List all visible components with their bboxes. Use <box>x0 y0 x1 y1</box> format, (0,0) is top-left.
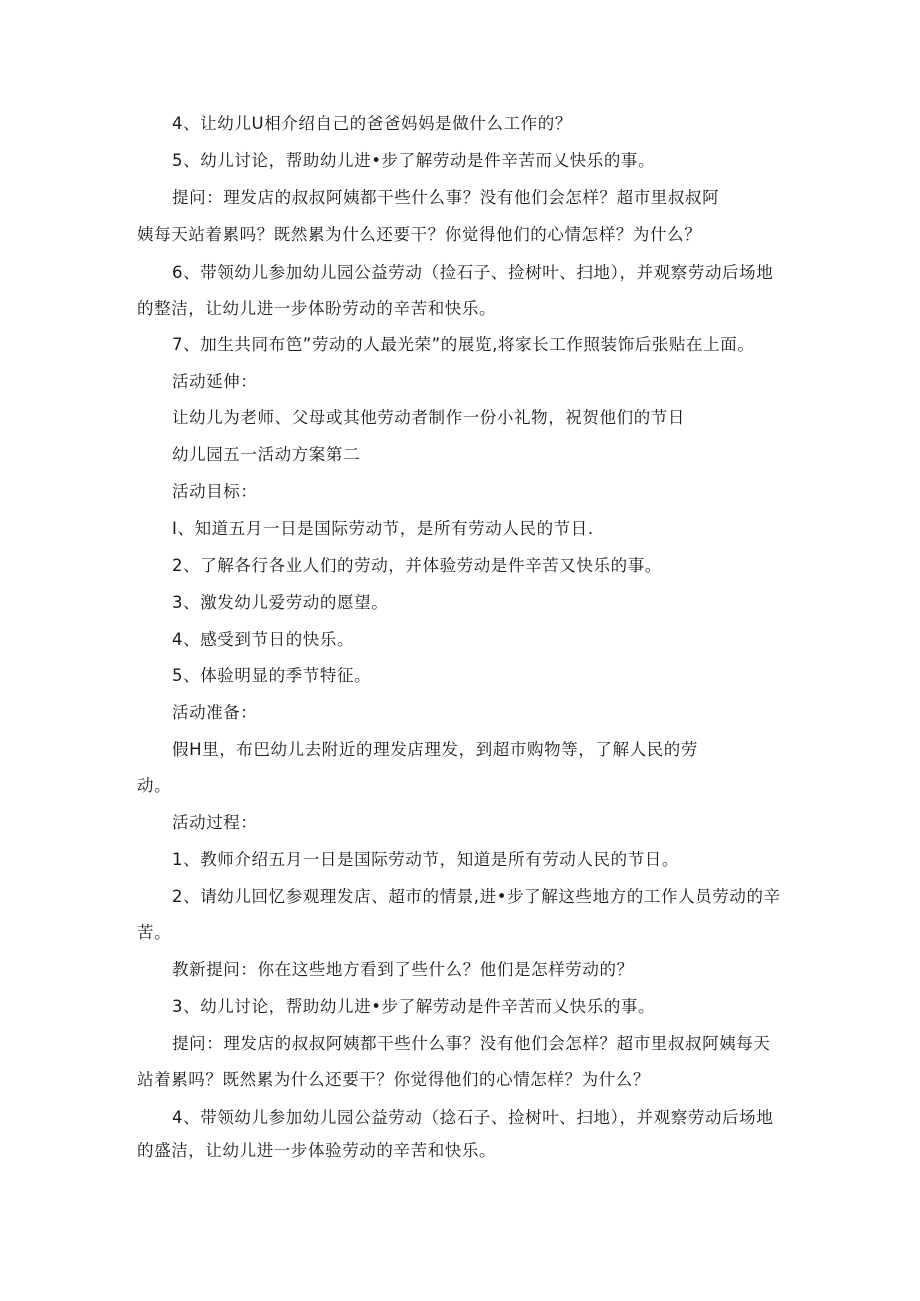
text-line: 苦。 <box>137 923 172 942</box>
text-line: 2、请幼儿回忆参观理发店、超市的情景,进•步了解这些地方的工作人员劳动的辛 <box>172 887 781 906</box>
text-line: I、知道五月一日是国际劳动节，是所有劳动人民的节日. <box>172 519 594 538</box>
text-line: 提问：理发店的叔叔阿姨都干些什么事？没有他们会怎样？超市里叔叔阿姨每天 <box>172 1034 771 1053</box>
text-line: 4、带领幼儿参加幼儿园公益劳动（捻石子、捡树叶、扫地），并观察劳动后场地 <box>172 1108 774 1127</box>
text-line: 的整洁，让幼儿进一步体盼劳动的辛苦和快乐。 <box>137 299 497 318</box>
text-line: 7、加生共同布笆”劳动的人最光荣”的展览,将家长工作照装饰后张贴在上面。 <box>172 335 755 354</box>
text-line: 让幼儿为老师、父母或其他劳动者制作一份小礼物，祝贺他们的节日 <box>172 408 685 427</box>
text-line: 6、带领幼儿参加幼儿园公益劳动（捡石子、捡树叶、扫地），并观察劳动后场地 <box>172 263 774 282</box>
text-line: 4、感受到节日的快乐。 <box>172 630 355 649</box>
text-line: 2、了解各行各业人们的劳动，并体验劳动是件辛苦又快乐的事。 <box>172 556 662 575</box>
text-line: 3、激发幼儿爱劳动的愿望。 <box>172 593 389 612</box>
text-line: 站着累吗？既然累为什么还要干？你觉得他们的心情怎样？为什么？ <box>137 1070 650 1089</box>
section-heading: 活动准备： <box>172 703 258 722</box>
text-line: 假H里，布巴幼儿去附近的理发店理发，到超市购物等，了解人民的劳 <box>172 740 699 759</box>
text-line: 5、体验明显的季节特征。 <box>172 666 372 685</box>
text-line: 动。 <box>137 776 172 795</box>
text-line: 4、让幼儿U相介绍自己的爸爸妈妈是做什么工作的？ <box>172 114 572 133</box>
text-line: 姨每天站着累吗？既然累为什么还要干？你觉得他们的心情怎样？为什么？ <box>137 225 702 244</box>
section-heading: 活动目标： <box>172 482 258 501</box>
section-title: 幼儿园五一活动方案第二 <box>172 445 361 464</box>
text-line: 5、幼儿讨论，帮助幼儿进•步了解劳动是件辛苦而乂快乐的事。 <box>172 151 656 170</box>
text-line: 提问：理发店的叔叔阿姨都干些什么事？没有他们会怎样？超市里叔叔阿 <box>172 188 720 207</box>
section-heading: 活动过程： <box>172 813 258 832</box>
text-line: 3、幼儿讨论，帮助幼儿进•步了解劳动是件辛苦而乂快乐的事。 <box>172 997 656 1016</box>
text-line: 的盛洁，让幼儿进一步体验劳动的辛苦和快乐。 <box>137 1141 497 1160</box>
text-line: 教新提问：你在这些地方看到了些什么？他们是怎样劳动的？ <box>172 960 634 979</box>
section-heading: 活动延伸： <box>172 372 258 391</box>
text-line: 1、教师介绍五月一日是国际劳动节，知道是所有劳动人民的节日。 <box>172 850 679 869</box>
